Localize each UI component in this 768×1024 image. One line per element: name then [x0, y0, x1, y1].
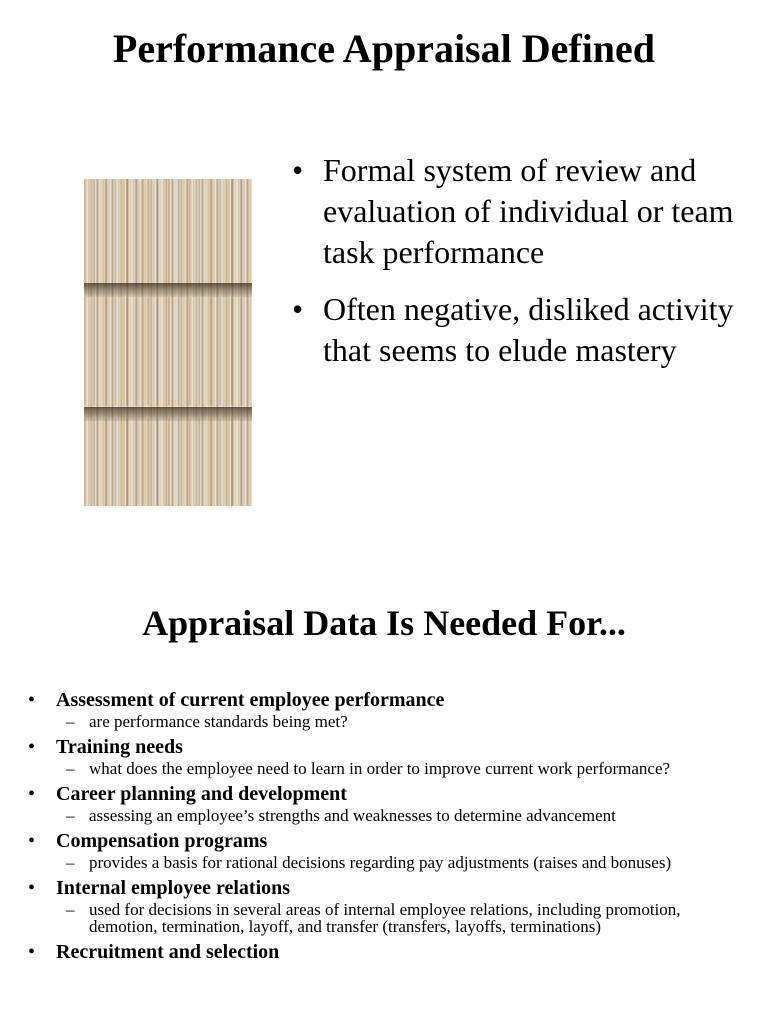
- bullet-icon: •: [28, 736, 36, 758]
- bullet-item: [292, 150, 752, 273]
- item-heading: Career planning and development: [56, 783, 347, 805]
- dash-icon: –: [66, 900, 75, 919]
- bullet-icon: •: [28, 783, 36, 805]
- sub-item: [56, 712, 728, 732]
- dash-icon: –: [66, 712, 75, 731]
- list-item: [28, 829, 728, 873]
- list-item: [28, 876, 728, 937]
- sub-item: [56, 853, 728, 873]
- slide-title: Performance Appraisal Defined: [112, 26, 656, 71]
- bullet-icon: •: [28, 830, 36, 852]
- bullet-icon: •: [28, 941, 36, 963]
- bullet-text: Formal system of review and evaluation of individual or team task performance: [323, 152, 734, 270]
- bullet-item: [292, 289, 752, 371]
- bullet-text: Often negative, disliked activity that seems to elude mastery: [323, 291, 734, 368]
- item-heading: Compensation programs: [56, 830, 268, 852]
- bullet-icon: •: [292, 152, 304, 188]
- item-heading: Recruitment and selection: [56, 941, 280, 963]
- list-item: [28, 735, 728, 779]
- sub-item: [56, 806, 728, 826]
- dash-icon: –: [66, 759, 75, 778]
- bullet-icon: •: [292, 291, 304, 327]
- bullet-icon: •: [28, 877, 36, 899]
- uses-bullet-list: [28, 688, 728, 967]
- sub-item-text: provides a basis for rational decisions regarding pay adjustments (raises and bonuses): [89, 853, 672, 872]
- list-item: [28, 940, 728, 964]
- item-heading: Assessment of current employee performance: [56, 689, 445, 711]
- slide-title: Appraisal Data Is Needed For...: [142, 603, 626, 643]
- list-item: [28, 688, 728, 732]
- sub-item-text: assessing an employee’s strengths and weaknesses to determine advancement: [89, 806, 616, 825]
- sub-item-text: are performance standards being met?: [89, 712, 348, 731]
- definition-bullet-list: [292, 150, 752, 387]
- dash-icon: –: [66, 853, 75, 872]
- sub-item-text: what does the employee need to learn in order to improve current work performance?: [89, 759, 671, 778]
- slide-appraisal-data-needed: [0, 580, 768, 1024]
- dash-icon: –: [66, 806, 75, 825]
- list-item: [28, 782, 728, 826]
- sub-item: [56, 759, 728, 779]
- file-folders-photo: [84, 179, 252, 506]
- sub-item-text: used for decisions in several areas of internal employee relations, including promotion, demotion, termination, layoff, and transfer (transfers, layoffs, terminations): [89, 900, 681, 936]
- sub-item: [56, 900, 728, 937]
- item-heading: Internal employee relations: [56, 877, 291, 899]
- item-heading: Training needs: [56, 736, 183, 758]
- bullet-icon: •: [28, 689, 36, 711]
